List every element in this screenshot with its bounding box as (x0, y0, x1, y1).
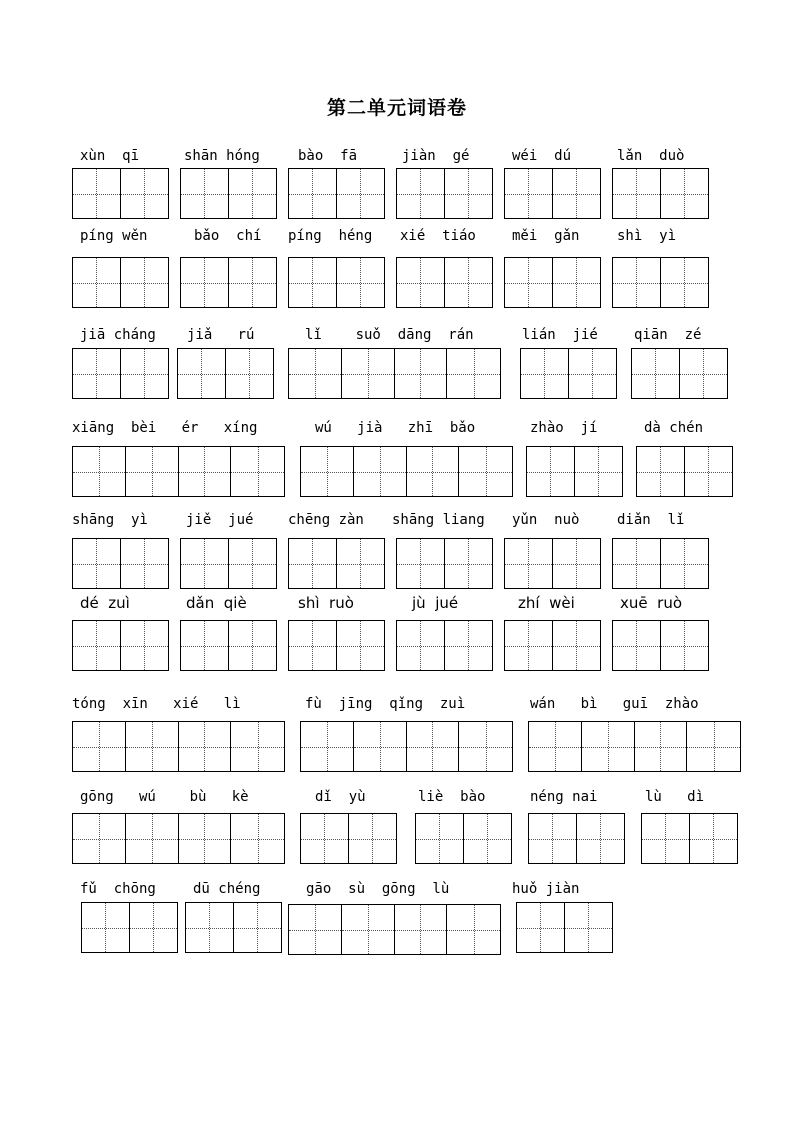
writing-cell[interactable] (407, 447, 460, 496)
writing-cell[interactable] (613, 258, 661, 307)
pinyin-label: bào fā (298, 148, 358, 164)
writing-grid[interactable] (396, 538, 493, 589)
writing-cell[interactable] (289, 349, 342, 398)
pinyin-label: píng héng (288, 228, 373, 244)
writing-cell[interactable] (181, 621, 229, 670)
writing-grid[interactable] (288, 620, 385, 671)
writing-cell[interactable] (661, 169, 709, 218)
writing-grid[interactable] (72, 813, 285, 864)
writing-grid[interactable] (504, 538, 601, 589)
pinyin-label: fǔ chōng (80, 881, 156, 897)
writing-cell[interactable] (178, 349, 226, 398)
pinyin-label: tóng xīn xié lì (72, 696, 241, 712)
writing-cell[interactable] (186, 903, 234, 952)
writing-cell[interactable] (527, 447, 575, 496)
writing-cell[interactable] (395, 905, 448, 954)
writing-grid[interactable] (72, 620, 169, 671)
writing-cell[interactable] (521, 349, 569, 398)
writing-cell[interactable] (661, 621, 709, 670)
writing-cell[interactable] (632, 349, 680, 398)
writing-cell[interactable] (226, 349, 274, 398)
writing-cell[interactable] (661, 258, 709, 307)
writing-cell[interactable] (289, 905, 342, 954)
writing-grid[interactable] (72, 538, 169, 589)
pinyin-label: wéi dú (512, 148, 572, 164)
writing-cell[interactable] (529, 722, 582, 771)
writing-cell[interactable] (553, 258, 601, 307)
pinyin-label: gōng wú bù kè (80, 789, 249, 805)
writing-cell[interactable] (395, 349, 448, 398)
writing-grid[interactable] (526, 446, 623, 497)
pinyin-label: jiā cháng (80, 327, 156, 343)
writing-cell[interactable] (613, 169, 661, 218)
writing-cell[interactable] (354, 722, 407, 771)
writing-grid[interactable] (288, 538, 385, 589)
writing-cell[interactable] (73, 447, 126, 496)
pinyin-label: měi gǎn (512, 228, 580, 244)
writing-grid[interactable] (504, 257, 601, 308)
writing-grid[interactable] (72, 446, 285, 497)
writing-cell[interactable] (342, 905, 395, 954)
pinyin-label: jiàn gé (402, 148, 470, 164)
writing-cell[interactable] (459, 722, 512, 771)
pinyin-label: wú jià zhī bǎo (315, 420, 476, 436)
writing-cell[interactable] (445, 169, 493, 218)
writing-grid[interactable] (300, 813, 397, 864)
writing-grid[interactable] (288, 168, 385, 219)
writing-grid[interactable] (288, 257, 385, 308)
writing-cell[interactable] (289, 621, 337, 670)
writing-grid[interactable] (180, 168, 277, 219)
writing-cell[interactable] (73, 539, 121, 588)
pinyin-label: liè bào (418, 789, 486, 805)
pinyin-label: néng nai (530, 789, 598, 805)
writing-cell[interactable] (337, 169, 385, 218)
writing-cell[interactable] (229, 539, 277, 588)
writing-grid[interactable] (631, 348, 728, 399)
writing-grid[interactable] (612, 257, 709, 308)
pinyin-label: dū chéng (193, 881, 261, 897)
page-title: 第二单元词语卷 (326, 97, 467, 119)
writing-cell[interactable] (680, 349, 728, 398)
writing-cell[interactable] (505, 539, 553, 588)
writing-cell[interactable] (301, 447, 354, 496)
writing-cell[interactable] (126, 814, 179, 863)
pinyin-label: píng wěn (80, 228, 148, 244)
writing-grid[interactable] (516, 902, 613, 953)
pinyin-label: diǎn lǐ (617, 512, 685, 528)
pinyin-label: yǔn nuò (512, 512, 580, 528)
writing-cell[interactable] (337, 258, 385, 307)
writing-cell[interactable] (181, 539, 229, 588)
pinyin-label: xiāng bèi ér xíng (72, 420, 258, 436)
writing-grid[interactable] (180, 257, 277, 308)
pinyin-label: jiǎ rú (187, 327, 255, 343)
pinyin-label: bǎo chí (194, 228, 262, 244)
writing-cell[interactable] (179, 447, 232, 496)
writing-grid[interactable] (288, 348, 501, 399)
writing-cell[interactable] (73, 621, 121, 670)
writing-grid[interactable] (185, 902, 282, 953)
writing-grid[interactable] (504, 168, 601, 219)
writing-cell[interactable] (231, 722, 284, 771)
writing-cell[interactable] (397, 169, 445, 218)
writing-cell[interactable] (459, 447, 512, 496)
pinyin-label: xuē ruò (620, 594, 682, 612)
writing-cell[interactable] (661, 539, 709, 588)
writing-cell[interactable] (179, 814, 232, 863)
writing-grid[interactable] (300, 721, 513, 772)
writing-cell[interactable] (121, 349, 169, 398)
writing-grid[interactable] (180, 538, 277, 589)
pinyin-label: lǐ suǒ dāng rán (305, 327, 474, 343)
writing-cell[interactable] (301, 722, 354, 771)
writing-cell[interactable] (337, 539, 385, 588)
pinyin-label: xié tiáo (400, 228, 476, 244)
pinyin-label: dǐ yù (315, 789, 366, 805)
writing-grid[interactable] (520, 348, 617, 399)
writing-cell[interactable] (337, 621, 385, 670)
writing-grid[interactable] (612, 538, 709, 589)
writing-grid[interactable] (72, 257, 169, 308)
writing-cell[interactable] (445, 258, 493, 307)
writing-cell[interactable] (575, 447, 623, 496)
writing-cell[interactable] (349, 814, 397, 863)
writing-cell[interactable] (613, 621, 661, 670)
writing-cell[interactable] (126, 447, 179, 496)
writing-grid[interactable] (612, 620, 709, 671)
writing-cell[interactable] (613, 539, 661, 588)
writing-cell[interactable] (121, 258, 169, 307)
writing-cell[interactable] (445, 621, 493, 670)
writing-cell[interactable] (179, 722, 232, 771)
writing-cell[interactable] (73, 258, 121, 307)
writing-cell[interactable] (505, 169, 553, 218)
writing-grid[interactable] (612, 168, 709, 219)
pinyin-label: dà chén (644, 420, 704, 436)
writing-grid[interactable] (72, 721, 285, 772)
pinyin-label: shān hóng (184, 148, 260, 164)
writing-grid[interactable] (641, 813, 738, 864)
writing-grid[interactable] (288, 904, 501, 955)
writing-cell[interactable] (687, 722, 740, 771)
writing-grid[interactable] (396, 168, 493, 219)
writing-cell[interactable] (635, 722, 688, 771)
pinyin-label: chēng zàn (288, 512, 364, 528)
pinyin-label: jiě jué (186, 512, 254, 528)
writing-cell[interactable] (445, 539, 493, 588)
writing-grid[interactable] (177, 348, 274, 399)
pinyin-label: shì yì (617, 228, 677, 244)
writing-grid[interactable] (81, 902, 178, 953)
writing-cell[interactable] (289, 539, 337, 588)
writing-cell[interactable] (447, 905, 500, 954)
writing-cell[interactable] (582, 722, 635, 771)
writing-cell[interactable] (565, 903, 613, 952)
writing-cell[interactable] (354, 447, 407, 496)
writing-cell[interactable] (642, 814, 690, 863)
writing-cell[interactable] (301, 814, 349, 863)
writing-cell[interactable] (553, 539, 601, 588)
writing-cell[interactable] (685, 447, 733, 496)
writing-cell[interactable] (505, 258, 553, 307)
writing-cell[interactable] (505, 621, 553, 670)
pinyin-label: dé zuì (80, 594, 130, 612)
writing-grid[interactable] (396, 620, 493, 671)
writing-cell[interactable] (229, 258, 277, 307)
writing-cell[interactable] (553, 169, 601, 218)
writing-cell[interactable] (121, 621, 169, 670)
pinyin-label: dǎn qiè (186, 594, 247, 612)
writing-cell[interactable] (416, 814, 464, 863)
pinyin-label: jù jué (412, 594, 459, 612)
writing-cell[interactable] (342, 349, 395, 398)
writing-cell[interactable] (690, 814, 738, 863)
writing-cell[interactable] (289, 169, 337, 218)
pinyin-label: fù jīng qǐng zuì (305, 696, 466, 712)
writing-cell[interactable] (121, 539, 169, 588)
writing-cell[interactable] (407, 722, 460, 771)
writing-cell[interactable] (82, 903, 130, 952)
writing-grid[interactable] (504, 620, 601, 671)
pinyin-label: qiān zé (634, 327, 702, 343)
writing-cell[interactable] (73, 349, 121, 398)
writing-cell[interactable] (229, 621, 277, 670)
writing-cell[interactable] (464, 814, 512, 863)
pinyin-label: shāng liang (392, 512, 485, 528)
writing-cell[interactable] (289, 258, 337, 307)
writing-cell[interactable] (397, 258, 445, 307)
writing-cell[interactable] (637, 447, 685, 496)
writing-cell[interactable] (234, 903, 282, 952)
pinyin-label: shāng yì (72, 512, 148, 528)
writing-cell[interactable] (73, 722, 126, 771)
writing-grid[interactable] (180, 620, 277, 671)
writing-cell[interactable] (181, 258, 229, 307)
pinyin-label: zhí wèi (518, 594, 575, 612)
writing-grid[interactable] (528, 813, 625, 864)
writing-cell[interactable] (529, 814, 577, 863)
writing-cell[interactable] (121, 169, 169, 218)
writing-cell[interactable] (447, 349, 500, 398)
writing-cell[interactable] (553, 621, 601, 670)
pinyin-label: shì ruò (298, 594, 354, 612)
pinyin-label: gāo sù gōng lù (306, 881, 450, 897)
writing-cell[interactable] (569, 349, 617, 398)
writing-cell[interactable] (517, 903, 565, 952)
pinyin-label: zhào jí (530, 420, 598, 436)
writing-cell[interactable] (73, 169, 121, 218)
writing-cell[interactable] (231, 814, 284, 863)
writing-cell[interactable] (73, 814, 126, 863)
pinyin-label: xùn qī (80, 148, 140, 164)
writing-cell[interactable] (397, 621, 445, 670)
writing-cell[interactable] (231, 447, 284, 496)
pinyin-label: huǒ jiàn (512, 881, 580, 897)
writing-grid[interactable] (636, 446, 733, 497)
writing-cell[interactable] (397, 539, 445, 588)
writing-grid[interactable] (396, 257, 493, 308)
writing-cell[interactable] (577, 814, 625, 863)
writing-grid[interactable] (528, 721, 741, 772)
pinyin-label: lǎn duò (617, 148, 685, 164)
writing-grid[interactable] (415, 813, 512, 864)
pinyin-label: wán bì guī zhào (530, 696, 699, 712)
pinyin-label: lù dì (645, 789, 705, 805)
writing-grid[interactable] (72, 348, 169, 399)
writing-cell[interactable] (130, 903, 178, 952)
pinyin-label: lián jié (522, 327, 598, 343)
writing-cell[interactable] (181, 169, 229, 218)
writing-grid[interactable] (300, 446, 513, 497)
writing-grid[interactable] (72, 168, 169, 219)
writing-cell[interactable] (229, 169, 277, 218)
writing-cell[interactable] (126, 722, 179, 771)
